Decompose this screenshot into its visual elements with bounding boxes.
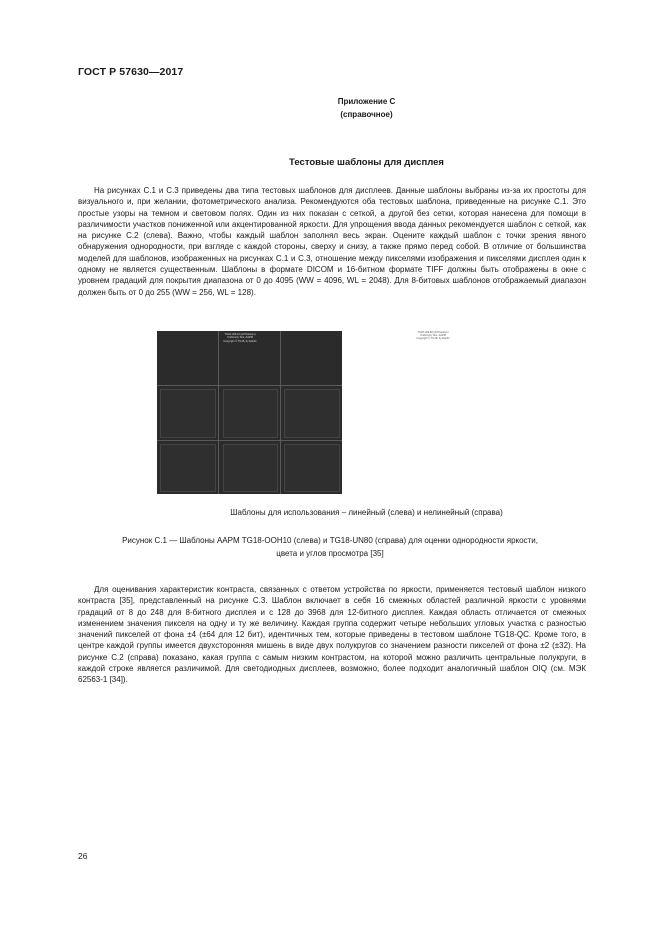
pattern-label-right [411,331,455,341]
document-code: ГОСТ Р 57630—2017 [78,66,184,78]
grid-line [218,331,219,494]
paragraph-intro: На рисунках С.1 и С.3 приведены два типа тестовых шаблонов для дисплеев. Данные шаблоны выбраны из-за их простоты для визуального и, при желании, фотометрического анализа. Рекомендуются оба тестовых шаблона, приведенные на рисунке С.1. Это простые узоры на темном и световом полях. Один из них показан с сеткой, а другой без сетки, которая нанесена для помощи в различимости участков пониженной или акцентированной яркости. Для упрощения ввода данных рекомендуется шаблон с сеткой, как на рисунке С.2 (слева). Важно, чтобы каждый шаблон заполнял весь экран. Оцените каждый шаблон с точки зрения явного обнаружения однородности, при взгляде с каждой стороны, сверху и снизу, а также прямо перед собой. В отличие от большинства моделей для шаблонов, изображенных на рисунках С.1 и С.3, отношение между пикселями изображения и пикселями дисплея один к одному не является существенным. Шаблоны в формате DICOM и 16-битном формате TIFF должны быть отображены в окне с уровнем градаций для покрытия диапазона от 0 до 4095 (WW = 4096, WL = 2048). Для 8-битовых шаблонов отображаемый диапазон должен быть от 0 до 255 (WW = 256, WL = 128). [78,186,586,297]
section-title [0,157,661,168]
figure-subcaption-text: Шаблоны для использования – линейный (слева) и нелинейный (справа) [230,508,503,517]
side-patch [284,389,340,438]
pattern-label-line: Copyright © TG18, by EAHG [223,339,257,343]
page-number: 26 [78,851,88,861]
figure-subcaption [0,508,661,517]
paragraph-contrast: Для оценивания характеристик контраста, связанных с ответом устройства по яркости, применяется тестовый шаблон низкого контраста [35], представленный на рисунке С.3. Шаблон включает в себя 16 смежных областей различной яркости с уровнями градаций от 8 до 248 для 8-битного дисплея и с 128 до 3968 для 12-битного дисплея. Каждая область отличается от смежных изменением значения пикселя на одну и ту же величину. Каждая группа содержит четыре небольших угловых участка с разностью значений пикселей от фона ±4 (±64 для 12 бит), идентичных тем, которые приведены в тестовом шаблоне TG18-QC. Кроме того, в центре каждой группы имеется двухсторонняя мишень в виде двух полукругов со значением разности пикселей от фона ±2 (±32). На рисунке С.2 (справа) показано, какая группа с самым низким контрастом, на которой можно различить центральные полукруги, в каждой строке является различимой. Для светодиодных дисплеев, возможно, более подходит аналогичный шаблон OIQ (см. МЭК 62563-1 [34]). [78,585,586,685]
test-pattern-linear [157,331,342,494]
bottom-patch [223,444,278,492]
pattern-label-line: TG18-UNL10 (Al Phantom) [224,333,256,336]
grid-line [157,440,342,441]
corner-patch [284,444,340,492]
grid-line [157,385,342,386]
pattern-label-left [200,333,280,343]
pattern-label-line: Uniformity Test, AAPM [420,334,446,338]
corner-patch [160,444,216,492]
appendix-heading [0,95,661,121]
figure-caption-line: Рисунок С.1 — Шаблоны AAPM TG18-OOH10 (слева) и TG18-UN80 (справа) для оценки однородности яркости, [122,536,538,545]
appendix-subtitle: (справочное) [340,110,393,119]
figure-caption [100,535,560,560]
section-title-text: Тестовые шаблоны для дисплея [289,157,444,168]
grid-line [280,331,281,494]
pattern-label-line: Uniformity Test, AAPM [227,336,253,340]
center-patch [223,389,278,438]
side-patch [160,389,216,438]
pattern-label-line: TG18-UNL80 (Al Phantom) [417,331,449,334]
appendix-title: Приложение С [337,97,396,106]
pattern-label-line: Copyright © TG18, by EAHG [416,337,450,341]
figure-caption-line: цвета и углов просмотра [35] [276,548,384,558]
